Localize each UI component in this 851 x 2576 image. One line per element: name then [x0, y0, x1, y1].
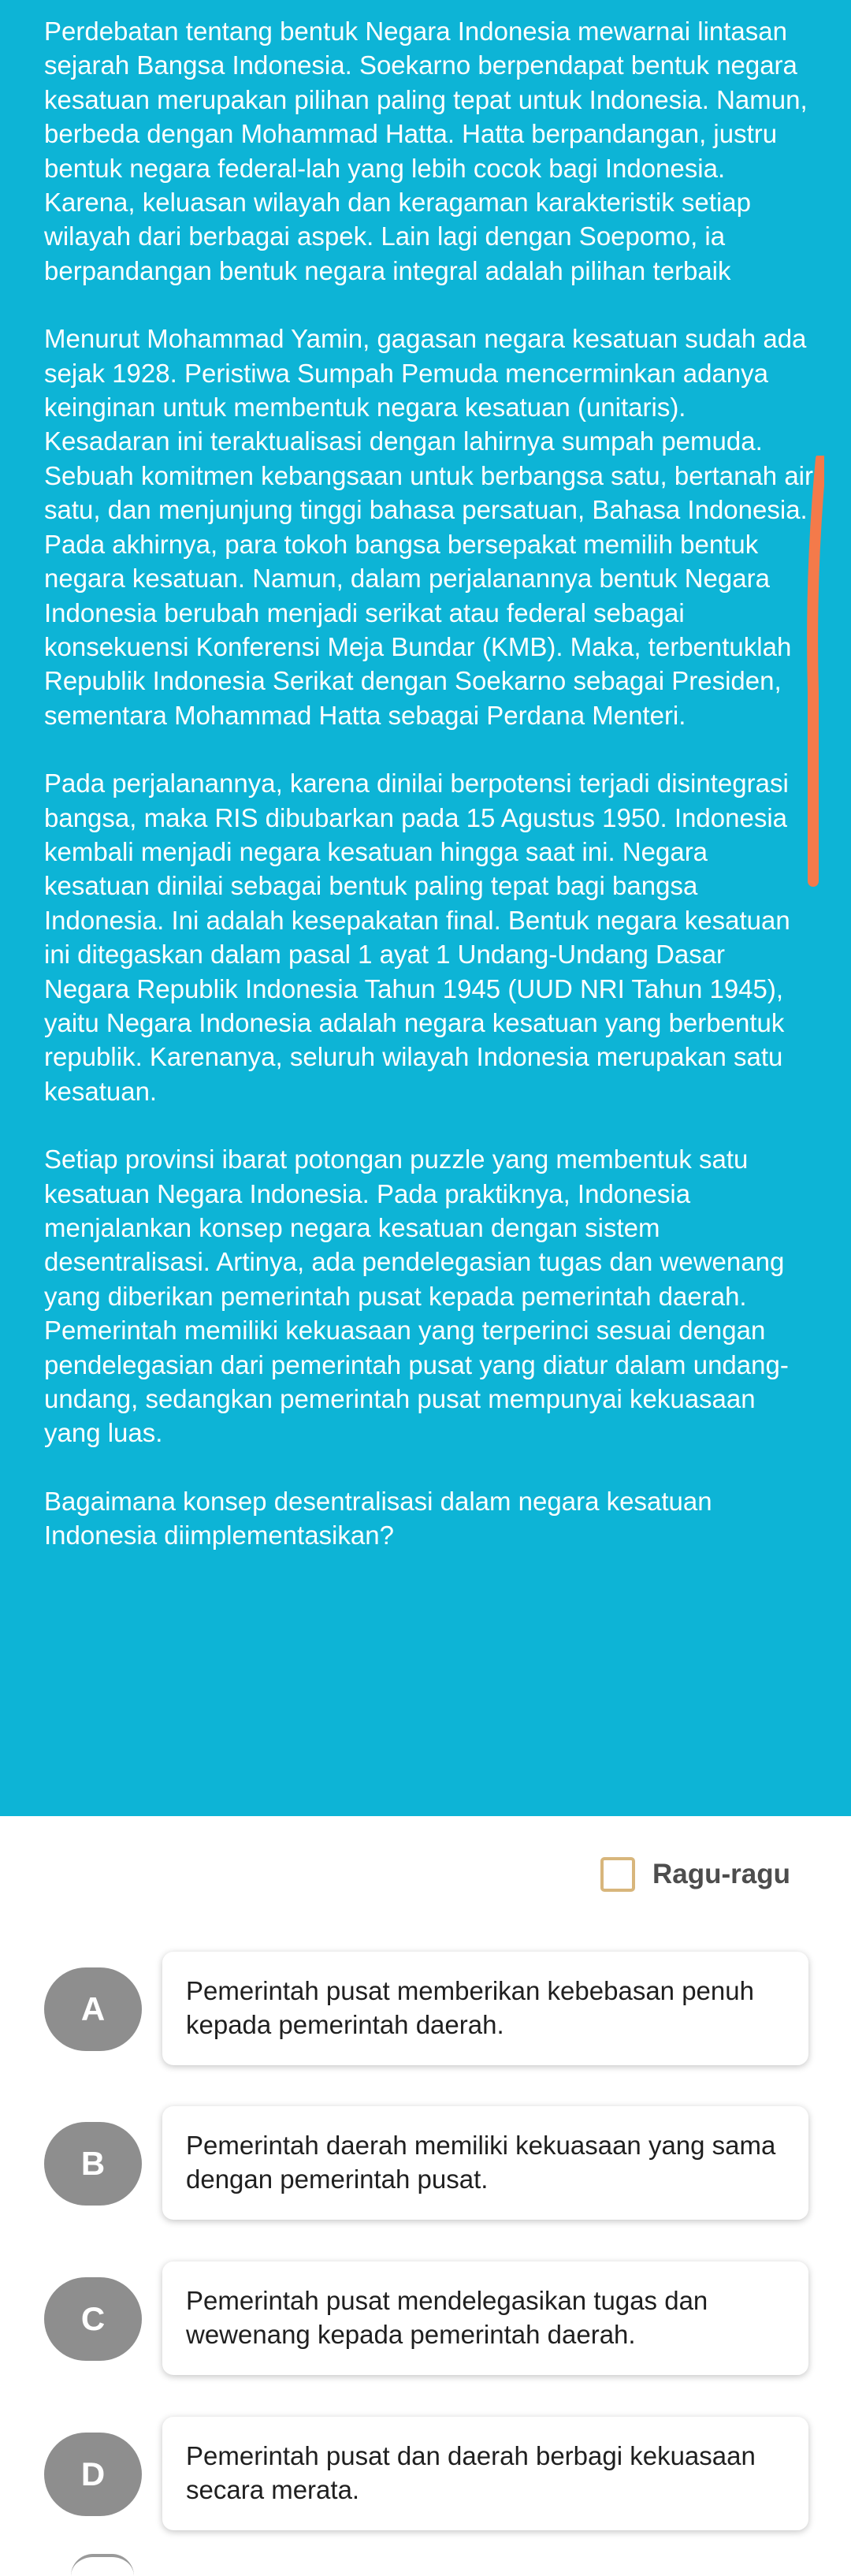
option-text[interactable]: Pemerintah pusat memberikan kebebasan penuh kepada pemerintah daerah. — [162, 1952, 808, 2065]
option-letter-badge[interactable]: A — [44, 1967, 142, 2051]
option-d[interactable] — [44, 2417, 808, 2532]
option-text[interactable]: Pemerintah pusat dan daerah berbagi kekuasaan secara merata. — [162, 2417, 808, 2530]
option-c[interactable] — [44, 2261, 808, 2377]
option-text[interactable]: Pemerintah pusat mendelegasikan tugas dan wewenang kepada pemerintah daerah. — [162, 2261, 808, 2375]
ragu-ragu-label: Ragu-ragu — [652, 1859, 790, 1889]
paragraph-1: Perdebatan tentang bentuk Negara Indonesia mewarnai lintasan sejarah Bangsa Indonesia. Soekarno berpendapat bentuk negara kesatuan merupakan pilihan paling tepat untuk Indonesia. Namun, berbeda dengan Mohammad Hatta. Hatta berpandangan, justru bentuk negara federal-lah yang lebih cocok bagi Indonesia. Karena, keluasan wilayah dan keragaman karakteristik setiap wilayah dari berbagai aspek. Lain lagi dengan Soepomo, ia berpandangan bentuk negara integral adalah pilihan terbaik — [44, 17, 808, 285]
passage-text — [44, 14, 815, 1587]
option-b[interactable] — [44, 2106, 808, 2221]
passage-scrollbar[interactable] — [807, 456, 824, 889]
question-prompt: Bagaimana konsep desentralisasi dalam negara kesatuan Indonesia diimplementasikan? — [44, 1486, 712, 1550]
option-letter-badge[interactable]: C — [44, 2277, 142, 2361]
option-text[interactable]: Pemerintah daerah memiliki kekuasaan yang sama dengan pemerintah pusat. — [162, 2106, 808, 2220]
option-letter-badge[interactable]: B — [44, 2122, 142, 2206]
option-letter-badge[interactable]: D — [44, 2433, 142, 2516]
paragraph-4: Setiap provinsi ibarat potongan puzzle yang membentuk satu kesatuan Negara Indonesia. Pada praktiknya, Indonesia menjalankan konsep negara kesatuan dengan sistem desentralisasi. Artinya, ada pendelegasian tugas dan wewenang yang diberikan pemerintah pusat kepada pemerintah daerah. Pemerintah memiliki kekuasaan yang terperinci sesuai dengan pendelegasian dari pemerintah pusat yang diatur dalam undang-undang, sedangkan pemerintah pusat mempunyai kekuasaan yang luas. — [44, 1145, 789, 1448]
next-option-edge — [71, 2554, 134, 2576]
ragu-ragu-checkbox[interactable] — [600, 1854, 790, 1895]
checkbox-icon[interactable] — [600, 1857, 635, 1892]
paragraph-2: Menurut Mohammad Yamin, gagasan negara kesatuan sudah ada sejak 1928. Peristiwa Sumpah Pemuda mencerminkan adanya keinginan untuk membentuk negara kesatuan (unitaris). Kesadaran ini teraktualisasi dengan lahirnya sumpah pemuda. Sebuah komitmen kebangsaan untuk berbangsa satu, bertanah air satu, dan menjunjung tinggi bahasa persatuan, Bahasa Indonesia. Pada akhirnya, para tokoh bangsa bersepakat memilih bentuk negara kesatuan. Namun, dalam perjalanannya bentuk Negara Indonesia berubah menjadi serikat atau federal sebagai konsekuensi Konferensi Meja Bundar (KMB). Maka, terbentuklah Republik Indonesia Serikat dengan Soekarno sebagai Presiden, sementara Mohammad Hatta sebagai Perdana Menteri. — [44, 324, 813, 730]
option-a[interactable] — [44, 1952, 808, 2067]
paragraph-3: Pada perjalanannya, karena dinilai berpotensi terjadi disintegrasi bangsa, maka RIS dibubarkan pada 15 Agustus 1950. Indonesia kembali menjadi negara kesatuan hingga saat ini. Negara kesatuan dinilai sebagai bentuk paling tepat bagi bangsa Indonesia. Ini adalah kesepakatan final. Bentuk negara kesatuan ini ditegaskan dalam pasal 1 ayat 1 Undang-Undang Dasar Negara Republik Indonesia Tahun 1945 (UUD NRI Tahun 1945), yaitu Negara Indonesia adalah negara kesatuan yang berbentuk republik. Karenanya, seluruh wilayah Indonesia merupakan satu kesatuan. — [44, 769, 790, 1106]
